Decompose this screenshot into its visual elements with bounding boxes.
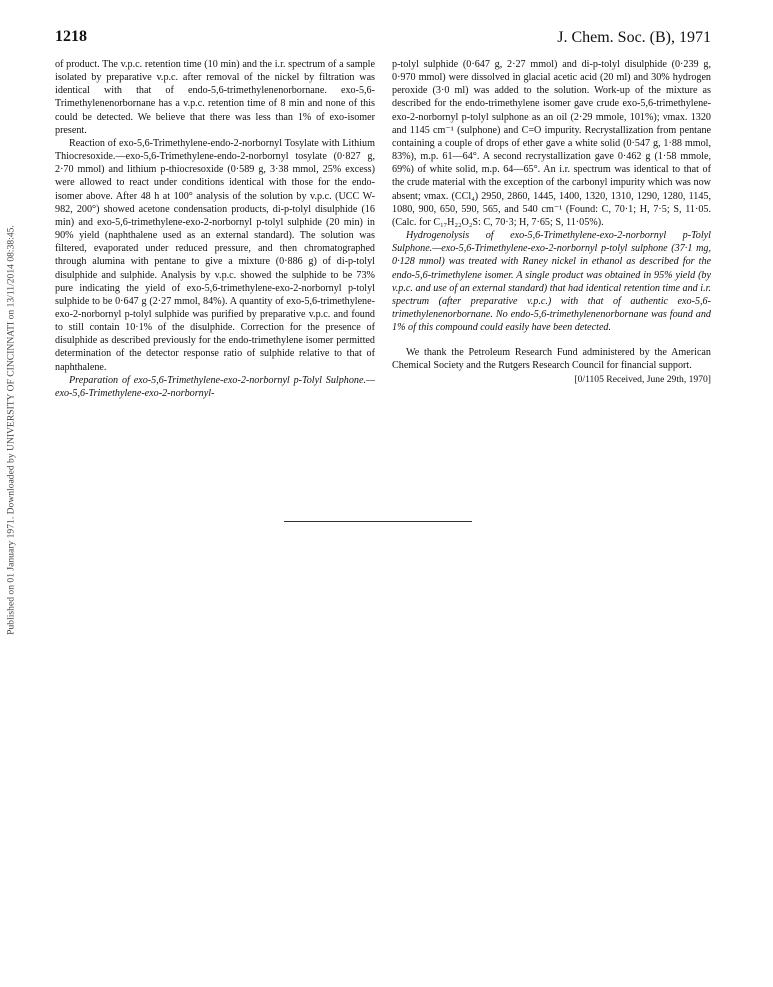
download-notice: [0, 120, 22, 740]
right-column: [392, 58, 711, 386]
left-column: [55, 58, 375, 400]
paragraph: p-tolyl sulphide (0·647 g, 2·27 mmol) and di-p-tolyl disulphide (0·239 g, 0·970 mmol) were dissolved in glacial acetic acid (20 ml) and 30% hydrogen peroxide (3·0 ml) was added to the solution. Work-up of the mixture as described for the endo-trimethylene isomer gave crude exo-5,6-trimethylene-exo-2-norbornyl p-tolyl sulphone as an oil (2·29 mmole, 101%); νmax. 1320 and 1145 cm⁻¹ (sulphone) and C=O impurity. Recrystallization from pentane containing a couple of drops of ether gave a white solid (0·547 g, 1·88 mmol, 83%), m.p. 61—64°. A second recrystallization gave 0·462 g (1·58 mmole, 69%) of white solid, m.p. 64—65°. An i.r. spectrum was identical to that of the crude material with the exception of the carbonyl impurity which was now absent; νmax. (CCl₄) 2950, 2860, 1445, 1400, 1320, 1310, 1290, 1280, 1145, 1080, 900, 650, 590, 565, and 540 cm⁻¹ (Found: C, 70·1; H, 7·5; S, 11·05. (Calc. for C₁₇H₂₂O₂S: C, 70·3; H, 7·65; S, 11·05%).: [392, 59, 711, 228]
paragraph: Preparation of exo-5,6-Trimethylene-exo-2-norbornyl p-Tolyl Sulphone.—exo-5,6-Trimethylene-exo-2-norbornyl-: [55, 374, 375, 399]
paragraph: Hydrogenolysis of exo-5,6-Trimethylene-exo-2-norbornyl p-Tolyl Sulphone.—exo-5,6-Trimethylene-exo-2-norbornyl p-tolyl sulphone (37·1 mg, 0·128 mmol) was treated with Raney nickel in ethanol as described for the endo-5,6-trimethylene isomer. A single product was obtained in 95% yield (by v.p.c. and use of an external standard) that had identical retention time and i.r. spectrum (after preparative v.p.c.) with that of authentic exo-5,6-trimethylenenorbornane. No endo-5,6-trimethylenenorbornane was found and 1% of this compound could easily have been detected.: [392, 230, 711, 334]
download-notice-text: Published on 01 January 1971. Downloaded by UNIVERSITY OF CINCINNATI on 13/11/2014 08:38:45.: [5, 225, 17, 635]
end-rule: [284, 521, 472, 522]
paragraph: of product. The v.p.c. retention time (10 min) and the i.r. spectrum of a sample isolated by preparative v.p.c. after removal of the nickel by filtration was identical with that of endo-5,6-trimethylenenorbornane. exo-5,6-Trimethylenenorbornane has a v.p.c. retention time of 8 min and none of this could be detected. We believe that there was less than 1% of exo-isomer present.: [55, 59, 375, 136]
journal-reference: J. Chem. Soc. (B), 1971: [557, 29, 711, 46]
page-number: 1218: [55, 28, 87, 45]
acknowledgement: We thank the Petroleum Research Fund administered by the American Chemical Society and the Rutgers Research Council for financial support.: [392, 347, 711, 372]
paragraph: Reaction of exo-5,6-Trimethylene-endo-2-norbornyl Tosylate with Lithium Thiocresoxide.—exo-5,6-Trimethylene-endo-2-norbornyl tosylate (0·827 g, 2·70 mmol) and lithium p-thiocresoxide (0·589 g, 3·38 mmol, 25% excess) were allowed to react under conditions identical with those for the endo-isomer above. After 48 h at 100° analysis of the solution by v.p.c. (UCC W-982, 200°) showed acetone condensation products, di-p-tolyl disulphide (16 min) and exo-5,6-trimethylene-exo-2-norbornyl p-tolyl sulphide (20 min) in 90% yield (naphthalene used as an external standard). The solution was filtered, evaporated under reduced pressure, and then chromatographed through alumina with pentane to give a mixture (0·886 g) of di-p-tolyl disulphide and sulphide. Analysis by v.p.c. showed the sulphide to be 73% pure indicating the yield of exo-5,6-trimethylene-exo-2-norbornyl p-tolyl sulphide to be 0·647 g (2·27 mmol, 84%). A quantity of exo-5,6-trimethylene-exo-2-norbornyl p-tolyl sulphide was purified by preparative v.p.c. and found to still contain 10·1% of the disulphide. Correction for the presence of disulphide as described previously for the endo-trimethylene isomer permitted determination of the detector response ratio of sulphide relative to that of naphthalene.: [55, 137, 375, 373]
received-date: [0/1105 Received, June 29th, 1970]: [574, 373, 711, 385]
